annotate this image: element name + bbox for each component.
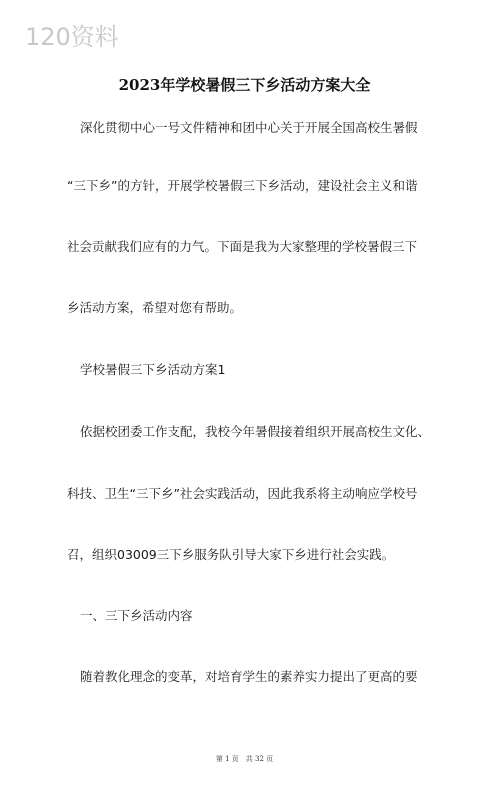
watermark: 120资料	[25, 23, 119, 51]
page-footer: 第 1 页 共 32 页	[215, 755, 274, 763]
body-line: 深化贯彻中心一号文件精神和团中心关于开展全国高校生暑假	[80, 120, 418, 135]
body-line: 依据校团委工作支配，我校今年暑假接着组织开展高校生文化、	[80, 424, 431, 439]
body-line: 社会贡献我们应有的力气。下面是我为大家整理的学校暑假三下	[67, 239, 418, 254]
body-line: “三下乡”的方针，开展学校暑假三下乡活动，建设社会主义和谐	[67, 178, 418, 193]
document-title: 2023年学校暑假三下乡活动方案大全	[118, 76, 371, 94]
body-line: 乡活动方案，希望对您有帮助。	[67, 300, 243, 315]
section-heading: 一、三下乡活动内容	[80, 608, 193, 623]
body-line: 召，组织03009三下乡服务队引导大家下乡进行社会实践。	[67, 547, 395, 562]
section-heading: 学校暑假三下乡活动方案1	[80, 362, 226, 377]
body-line: 随着教化理念的变革，对培育学生的素养实力提出了更高的要	[80, 669, 418, 684]
body-line: 科技、卫生“三下乡”社会实践活动，因此我系将主动响应学校号	[67, 486, 418, 501]
